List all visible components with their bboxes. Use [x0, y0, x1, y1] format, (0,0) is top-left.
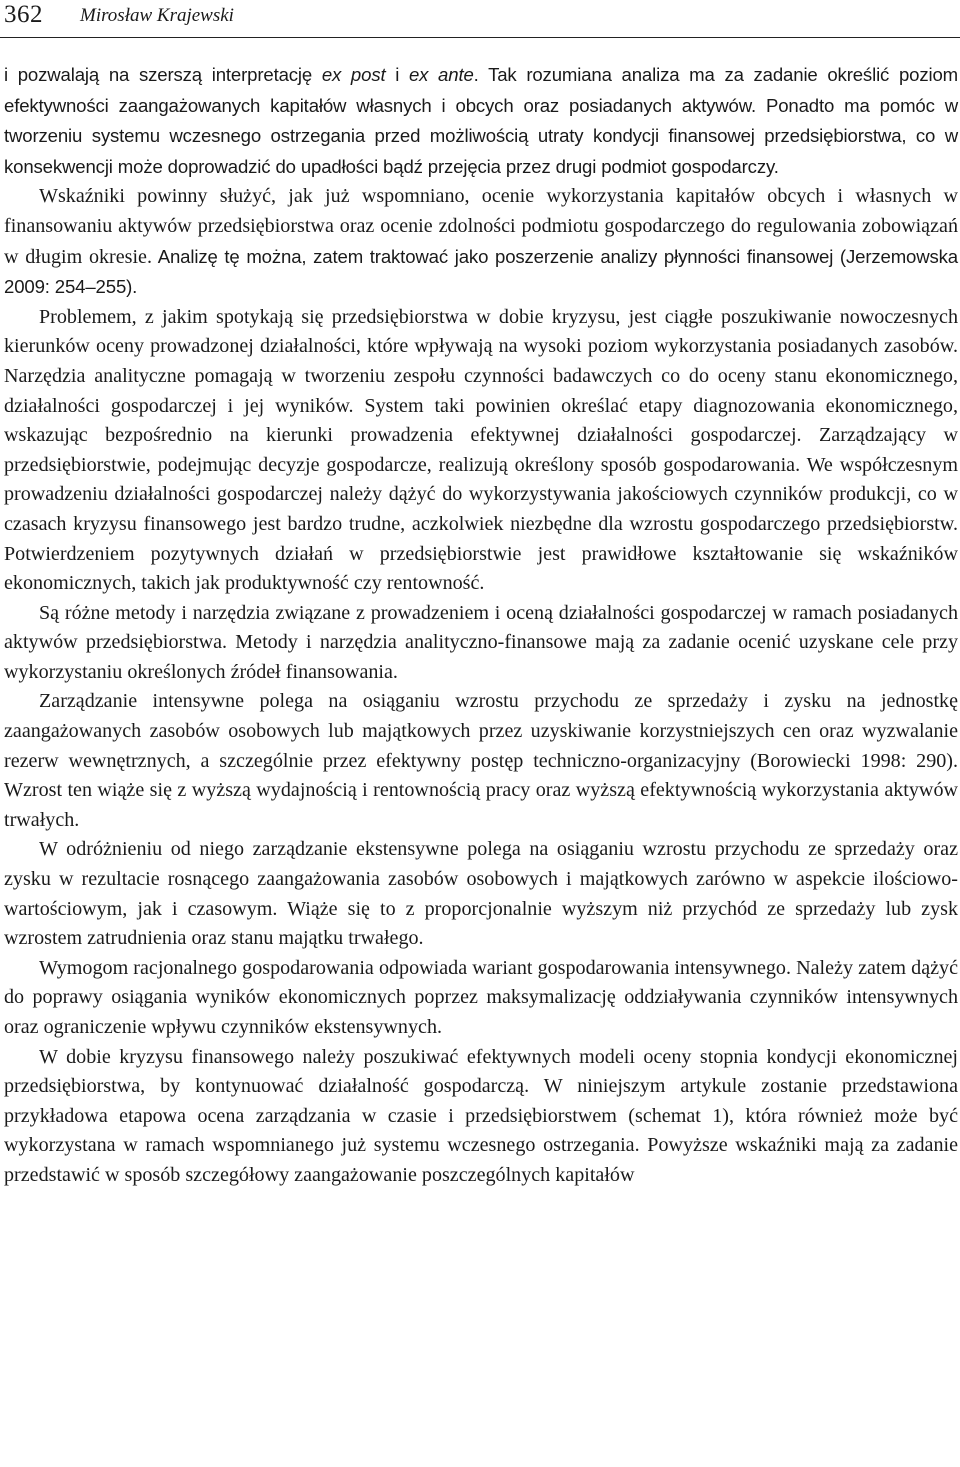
- paragraph-1-ex-post: ex post: [321, 64, 386, 85]
- paragraph-1-text-f: Ponadto ma pomóc w tworzeniu systemu wczesnego ostrzegania przed możliwością utraty kondycji finansowej przedsiębiorstwa, co w konsekwencji może doprowadzić do upadłości bądź przejęcia przez drugi podmiot gospodarczy.: [4, 94, 958, 177]
- paragraph-1-text-e: . Tak rozumiana analiza ma za zadanie określić poziom efektywności zaangażowanych kapitałów własnych i obcych oraz posiadanych aktywów.: [4, 64, 958, 116]
- paragraph-5: Zarządzanie intensywne polega na osiąganiu wzrostu przychodu ze sprzedaży i zysku na jednostkę zaangażowanych zasobów osobowych lub majątkowych przez uzyskiwanie korzystniejszych cen oraz wyzwalanie rezerw wewnętrznych, a szczególnie przez efektywny postęp techniczno-organizacyjny (Borowiecki 1998: 290). Wzrost ten wiąże się z wyższą wydajnością i rentownością pracy oraz wyższą efektywnością wykorzystania aktywów trwałych.: [4, 690, 958, 831]
- paragraph-2: [4, 182, 958, 302]
- running-head-author: Mirosław Krajewski: [80, 5, 234, 26]
- paragraph-7: Wymogom racjonalnego gospodarowania odpowiada wariant gospodarowania intensywnego. Należy zatem dążyć do poprawy osiągania wyników ekonomicznych poprzez maksymalizację oddziaływania czynników intensywnych oraz ograniczenie wpływu czynników ekstensywnych.: [4, 956, 958, 1038]
- paragraph-1: [4, 60, 958, 182]
- paragraph-1-text-a: i pozwalają na szerszą interpretację: [4, 64, 322, 85]
- page-number: 362: [4, 1, 43, 28]
- paragraph-4: Są różne metody i narzędzia związane z prowadzeniem i oceną działalności gospodarczej w ramach posiadanych aktywów przedsiębiorstwa. Metody i narzędzia analityczno-finansowe mają za zadanie ocenić uzyskane cele przy wykorzystaniu określonych źródeł finansowania.: [4, 601, 958, 683]
- paragraph-6: W odróżnieniu od niego zarządzanie ekstensywne polega na osiąganiu wzrostu przychodu ze sprzedaży oraz zysku w rezultacie rosnącego zaangażowania zasobów osobowych i majątkowych zarówno w aspekcie ilościowo-wartościowym, jak i czasowym. Wiąże się to z proporcjonalnie wyższym niż przychód ze sprzedaży lub zysk wzrostem zatrudnienia oraz stanu majątku trwałego.: [4, 838, 958, 950]
- page-header: [0, 0, 960, 36]
- paragraph-2-text-a: Wskaźniki powinny służyć, jak już wspomniano, ocenie wykorzystania kapitałów obcych i własnych w finansowaniu aktywów przedsiębiorstwa oraz ocenie zdolności podmiotu gospodarczego do regulowania zobowiązań w długim okresie.: [4, 185, 958, 268]
- paragraph-3: Problemem, z jakim spotykają się przedsiębiorstwa w dobie kryzysu, jest ciągłe poszukiwanie nowoczesnych kierunków oceny prowadzonej działalności, które wpływają na wysoki poziom wykorzystania posiadanych zasobów. Narzędzia analityczne pomagają w tworzeniu zespołu czynności badawczych co do oceny stanu ekonomicznego, działalności gospodarczej i jej wyników. System taki powinien określać etapy diagnozowania ekonomicznego, wskazując bezpośrednio na kierunki prowadzenia efektywnej działalności gospodarczej. Zarządzający w przedsiębiorstwie, podejmując decyzje gospodarcze, realizują określony sposób gospodarowania. We współczesnym prowadzeniu działalności gospodarczej należy dążyć do wykorzystywania jakościowych czynników produkcji, co w czasach kryzysu finansowego jest bardzo trudne, aczkolwiek niezbędne dla wzrostu gospodarczego przedsiębiorstw. Potwierdzeniem pozytywnych działań w przedsiębiorstwie jest prawidłowe kształtowanie się wskaźników ekonomicznych, takich jak produktywność czy rentowność.: [4, 305, 958, 595]
- paragraph-2-text-b: Analizę tę można, zatem traktować jako poszerzenie analizy płynności finansowej (Jerzemowska 2009: 254–255).: [4, 245, 958, 298]
- header-rule: [0, 37, 960, 38]
- paragraph-1-text-c: i: [385, 64, 409, 85]
- paragraph-8: W dobie kryzysu finansowego należy poszukiwać efektywnych modeli oceny stopnia kondycji ekonomicznej przedsiębiorstwa, by kontynuować działalność gospodarczą. W niniejszym artykule zostanie przedstawiona przykładowa etapowa ocena zarządzania w czasie i przedsiębiorstwem (schemat 1), która również może być wykorzystana w ramach wspomnianego już systemu wczesnego ostrzegania. Powyższe wskaźniki mają za zadanie przedstawić w sposób szczegółowy zaangażowanie poszczególnych kapitałów: [4, 1045, 958, 1186]
- paragraph-1-ex-ante: ex ante: [408, 64, 474, 85]
- article-body: [4, 60, 958, 1191]
